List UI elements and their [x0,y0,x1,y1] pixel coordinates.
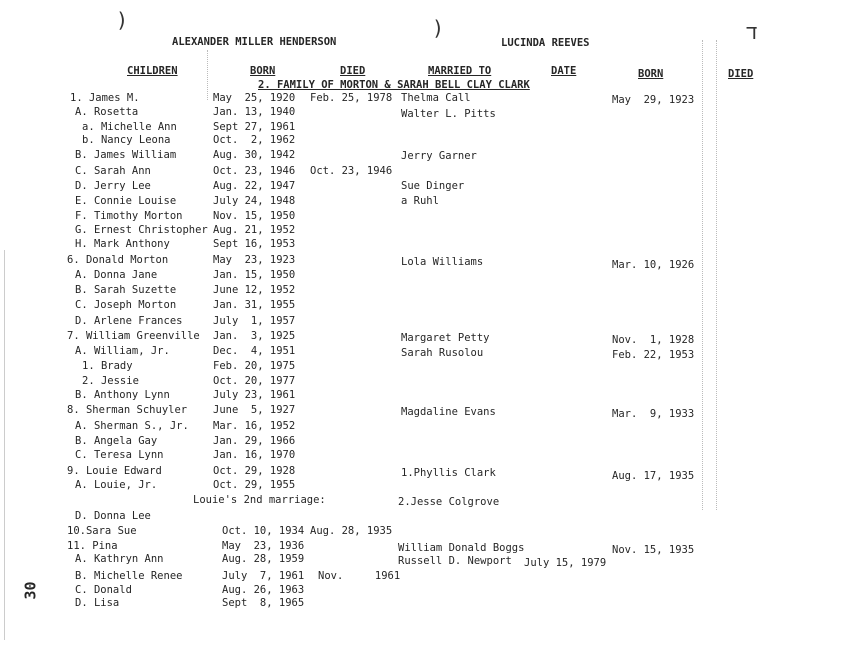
born-date: Oct. 29, 1955 [213,479,296,491]
children-column-header: CHILDREN [127,65,178,77]
spouse-born-date: Feb. 22, 1953 [612,349,695,361]
born-date: Mar. 16, 1952 [213,420,296,432]
faint-column-rule [702,40,703,510]
spouse-name: Margaret Petty [401,332,490,344]
child-name: G. Ernest Christopher [75,224,208,236]
born-date: Jan. 13, 1940 [213,106,296,118]
spouse-born-date: Mar. 9, 1933 [612,408,695,420]
child-name: 2. Jessie [82,375,139,387]
spouse-born-date: Mar. 10, 1926 [612,259,695,271]
spouse-born-date: Nov. 1, 1928 [612,334,695,346]
born-date: June 5, 1927 [213,404,296,416]
born-date: Feb. 20, 1975 [213,360,296,372]
child-name: C. Teresa Lynn [75,449,164,461]
spouse-born-date: Nov. 15, 1935 [612,544,695,556]
born-date: Aug. 30, 1942 [213,149,296,161]
child-name: B. Anthony Lynn [75,389,170,401]
born-date: May 25, 1920 [213,92,296,104]
margin-mark-center: ) [432,16,445,40]
born-date: Jan. 31, 1955 [213,299,296,311]
child-name: C. Joseph Morton [75,299,177,311]
born-date: Nov. 15, 1950 [213,210,296,222]
child-name: D. Donna Lee [75,510,151,522]
spouse-born-date: May 29, 1923 [612,94,695,106]
family-heading: 2. FAMILY OF MORTON & SARAH BELL CLAY CLARK [258,79,530,91]
spouse-born-date: Aug. 17, 1935 [612,470,695,482]
date-column-header: DATE [551,65,577,77]
born-date: Oct. 2, 1962 [213,134,296,146]
born-date: Oct. 29, 1928 [213,465,296,477]
born-date: May 23, 1936 [222,540,305,552]
mother-name: LUCINDA REEVES [501,37,590,49]
child-name: 1. James M. [70,92,140,104]
spouse-name: a Ruhl [401,195,439,207]
child-name: 11. Pina [67,540,118,552]
child-name: b. Nancy Leona [82,134,171,146]
page-number: 30 [21,581,40,600]
margin-mark-left: ) [116,8,129,32]
child-name: A. Kathryn Ann [75,553,164,565]
died-date: Feb. 25, 1978 [310,92,393,104]
born-date: July 1, 1957 [213,315,296,327]
born-date: Jan. 16, 1970 [213,449,296,461]
faint-column-rule [716,40,717,510]
spouse-name: Sarah Rusolou [401,347,484,359]
spouse-name: Magdaline Evans [401,406,496,418]
child-name: D. Arlene Frances [75,315,183,327]
born-column-header: BORN [250,65,276,77]
child-name: 6. Donald Morton [67,254,169,266]
spouse-born-column-header: BORN [638,68,664,80]
born-date: Oct. 23, 1946 [213,165,296,177]
spouse-name: Russell D. Newport [398,555,512,567]
child-name: D. Lisa [75,597,120,609]
spouse-name: Jerry Garner [401,150,477,162]
born-date: Sept 8, 1965 [222,597,305,609]
spouse-name: Sue Dinger [401,180,465,192]
spouse-name: 1.Phyllis Clark [401,467,496,479]
died-date: Nov. 1961 [318,570,401,582]
born-date: July 7, 1961 [222,570,305,582]
born-date: Oct. 10, 1934 [222,525,305,537]
born-date: June 12, 1952 [213,284,296,296]
child-name: B. Sarah Suzette [75,284,177,296]
child-name: A. Donna Jane [75,269,158,281]
child-name: 8. Sherman Schuyler [67,404,188,416]
died-column-header: DIED [340,65,366,77]
child-name: H. Mark Anthony [75,238,170,250]
child-name: A. Sherman S., Jr. [75,420,189,432]
died-date: Aug. 28, 1935 [310,525,393,537]
child-name: B. James William [75,149,177,161]
born-date: July 24, 1948 [213,195,296,207]
child-name: 9. Louie Edward [67,465,162,477]
spouse-name: Lola Williams [401,256,484,268]
faint-column-rule [207,50,208,100]
born-date: Sept 16, 1953 [213,238,296,250]
child-name: D. Jerry Lee [75,180,151,192]
spouse-name: Walter L. Pitts [401,108,496,120]
child-name: F. Timothy Morton [75,210,183,222]
page-edge [4,250,5,640]
corner-mark: ד [746,20,759,44]
child-name: A. Louie, Jr. [75,479,158,491]
born-date: May 23, 1923 [213,254,296,266]
spouse-name: William Donald Boggs [398,542,525,554]
born-date: Dec. 4, 1951 [213,345,296,357]
spouse-name: Thelma Call [401,92,471,104]
marriage-note: Louie's 2nd marriage: [193,494,326,506]
child-name: a. Michelle Ann [82,121,177,133]
born-date: Aug. 28, 1959 [222,553,305,565]
died-date: Oct. 23, 1946 [310,165,393,177]
marriage-date: July 15, 1979 [524,557,607,569]
born-date: Oct. 20, 1977 [213,375,296,387]
child-name: C. Donald [75,584,132,596]
spouse-died-column-header: DIED [728,68,754,80]
born-date: Aug. 22, 1947 [213,180,296,192]
child-name: C. Sarah Ann [75,165,151,177]
spouse-name: 2.Jesse Colgrove [398,496,500,508]
born-date: July 23, 1961 [213,389,296,401]
born-date: Jan. 15, 1950 [213,269,296,281]
child-name: B. Michelle Renee [75,570,183,582]
child-name: A. Rosetta [75,106,139,118]
born-date: Sept 27, 1961 [213,121,296,133]
born-date: Jan. 3, 1925 [213,330,296,342]
born-date: Aug. 26, 1963 [222,584,305,596]
child-name: B. Angela Gay [75,435,158,447]
child-name: A. William, Jr. [75,345,170,357]
born-date: Jan. 29, 1966 [213,435,296,447]
child-name: E. Connie Louise [75,195,177,207]
child-name: 10.Sara Sue [67,525,137,537]
father-name: ALEXANDER MILLER HENDERSON [172,36,337,48]
child-name: 7. William Greenville [67,330,200,342]
born-date: Aug. 21, 1952 [213,224,296,236]
child-name: 1. Brady [82,360,133,372]
married-to-column-header: MARRIED TO [428,65,492,77]
